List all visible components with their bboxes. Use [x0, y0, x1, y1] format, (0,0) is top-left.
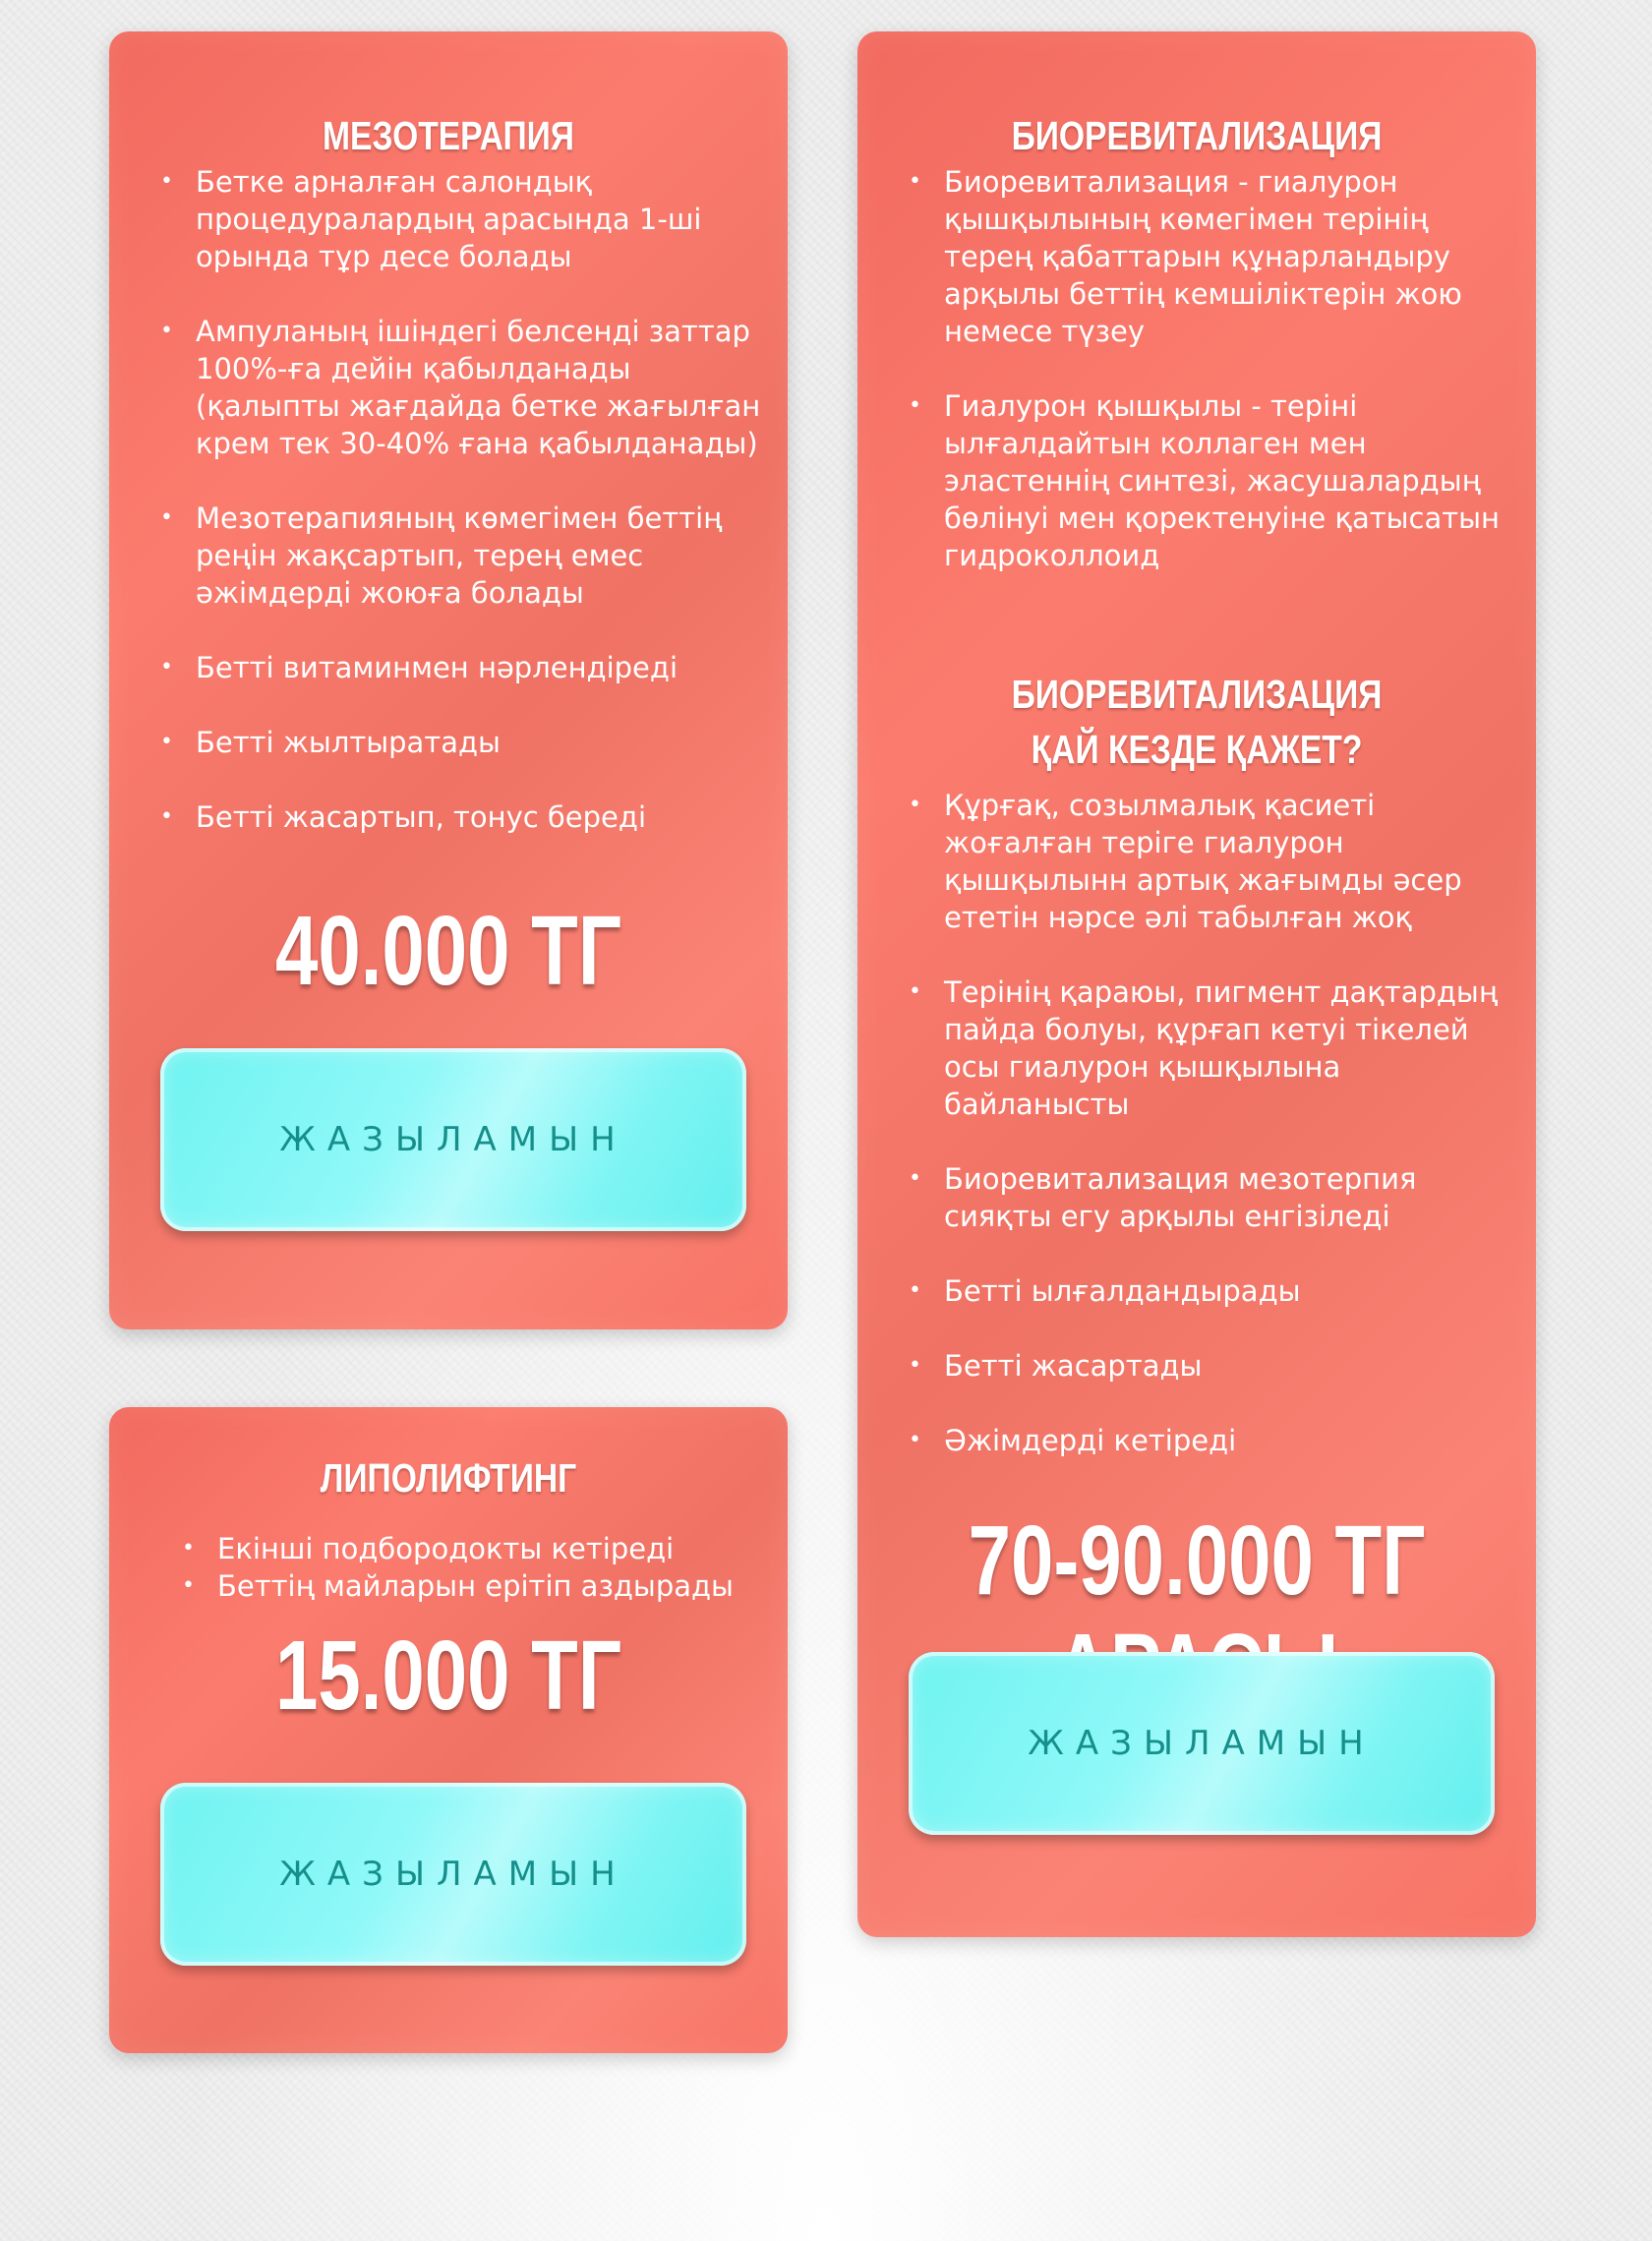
biorevitalization-list: [944, 163, 1514, 574]
list-item: • Әжімдерді кетіреді: [944, 1422, 1514, 1459]
biorevitalization-signup-button[interactable]: ЖАЗЫЛАМЫН: [909, 1652, 1495, 1835]
biorevitalization-when-list: [944, 787, 1514, 1459]
biorevitalization-price: 70-90.000 ТГ: [968, 1505, 1426, 1616]
list-item: • Бетті жылтыратады: [196, 724, 766, 761]
mesotherapy-title: МЕЗОТЕРАПИЯ: [323, 113, 574, 158]
list-item: • Бетті ылғалдандырады: [944, 1272, 1514, 1310]
list-item: • Терінің қараюы, пигмент дақтардың пайда болуы, құрғап кетуі тікелей осы гиалурон қышқылына байланысты: [944, 973, 1514, 1123]
mesotherapy-price: 40.000 ТГ: [274, 896, 622, 1006]
list-item: • Мезотерапияның көмегімен беттің реңін жақсартып, терең емес әжімдерді жоюға болады: [196, 500, 766, 612]
biorevitalization-subtitle: БИОРЕВИТАЛИЗАЦИЯ ҚАЙ КЕЗДЕ ҚАЖЕТ?: [1011, 672, 1383, 772]
lipolifting-price: 15.000 ТГ: [274, 1621, 622, 1731]
list-item: • Ампуланың ішіндегі белсенді заттар 100%-ға дейін қабылданады (қалыпты жағдайда бетке жағылған крем тек 30-40% ғана қабылданады): [196, 313, 766, 462]
lipolifting-list: [217, 1530, 768, 1605]
list-item: • Құрғақ, созылмалық қасиеті жоғалған теріге гиалурон қышқылынн артық жағымды әсер ететін нәрсе әлі табылған жоқ: [944, 787, 1514, 936]
list-item: • Гиалурон қышқылы - теріні ылғалдайтын коллаген мен эластеннің синтезі, жасушалардың бөлінуі мен қоректенуіне қатысатын гидроколлоид: [944, 387, 1514, 574]
list-item: • Бетке арналған салондық процедуралардың арасында 1-ші орында тұр десе болады: [196, 163, 766, 275]
lipolifting-signup-button[interactable]: ЖАЗЫЛАМЫН: [160, 1783, 746, 1966]
list-item: • Биоревитализация - гиалурон қышқылының көмегімен терінің терең қабаттарын құнарландыру арқылы беттің кемшіліктерін жою немесе түзеу: [944, 163, 1514, 350]
list-item: • Бетті жасартады: [944, 1347, 1514, 1385]
list-item: • Бетті жасартып, тонус береді: [196, 798, 766, 836]
mesotherapy-signup-button[interactable]: ЖАЗЫЛАМЫН: [160, 1048, 746, 1231]
biorevitalization-card: [857, 31, 1536, 1937]
list-item: • Бетті витаминмен нәрлендіреді: [196, 649, 766, 686]
list-item: • Биоревитализация мезотерпия сияқты егу арқылы енгізіледі: [944, 1160, 1514, 1235]
biorevitalization-title: БИОРЕВИТАЛИЗАЦИЯ: [1011, 113, 1383, 158]
lipolifting-card: [109, 1407, 788, 2053]
list-item: • Беттің майларын ерітіп аздырады: [217, 1567, 768, 1605]
mesotherapy-list: [196, 163, 766, 836]
lipolifting-title: ЛИПОЛИФТИНГ: [320, 1455, 577, 1501]
mesotherapy-card: [109, 31, 788, 1329]
list-item: • Екінші подбородокты кетіреді: [217, 1530, 768, 1567]
